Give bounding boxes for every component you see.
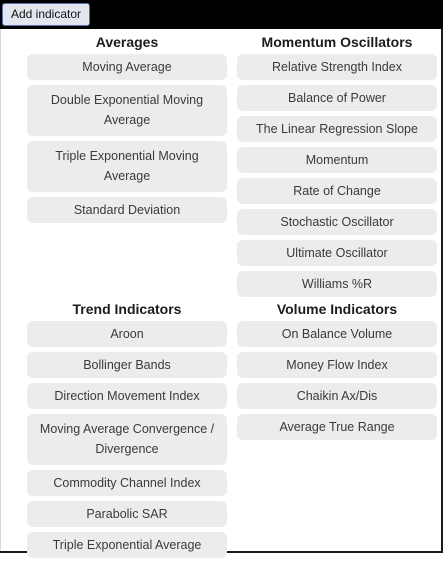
indicator-direction-movement-index[interactable]: Direction Movement Index	[27, 383, 227, 409]
indicator-aroon[interactable]: Aroon	[27, 321, 227, 347]
indicator-chaikin-ad[interactable]: Chaikin Ax/Dis	[237, 383, 437, 409]
indicator-rate-of-change[interactable]: Rate of Change	[237, 178, 437, 204]
indicator-parabolic-sar[interactable]: Parabolic SAR	[27, 501, 227, 527]
indicator-triple-exponential-moving-average[interactable]: Triple Exponential Moving Average	[27, 141, 227, 192]
indicator-bollinger-bands[interactable]: Bollinger Bands	[27, 352, 227, 378]
group-title-averages: Averages	[95, 34, 159, 50]
trend-indicators-group	[27, 300, 227, 563]
indicator-momentum[interactable]: Momentum	[237, 147, 437, 173]
group-title-volume-indicators: Volume Indicators	[276, 301, 398, 317]
indicator-stochastic-oscillator[interactable]: Stochastic Oscillator	[237, 209, 437, 235]
indicator-on-balance-volume[interactable]: On Balance Volume	[237, 321, 437, 347]
group-title-trend-indicators: Trend Indicators	[72, 301, 182, 317]
momentum-oscillators-group	[237, 33, 437, 302]
indicator-relative-strength-index[interactable]: Relative Strength Index	[237, 54, 437, 80]
indicator-williams-r[interactable]: Williams %R	[237, 271, 437, 297]
indicator-standard-deviation[interactable]: Standard Deviation	[27, 197, 227, 223]
panel-left-border	[0, 29, 1, 553]
indicator-macd[interactable]: Moving Average Convergence / Divergence	[27, 414, 227, 465]
averages-group	[27, 33, 227, 228]
indicator-average-true-range[interactable]: Average True Range	[237, 414, 437, 440]
volume-indicators-group	[237, 300, 437, 445]
indicator-ultimate-oscillator[interactable]: Ultimate Oscillator	[237, 240, 437, 266]
indicator-balance-of-power[interactable]: Balance of Power	[237, 85, 437, 111]
indicator-commodity-channel-index[interactable]: Commodity Channel Index	[27, 470, 227, 496]
indicator-moving-average[interactable]: Moving Average	[27, 54, 227, 80]
indicator-linear-regression-slope[interactable]: The Linear Regression Slope	[237, 116, 437, 142]
indicator-money-flow-index[interactable]: Money Flow Index	[237, 352, 437, 378]
group-title-momentum-oscillators: Momentum Oscillators	[261, 34, 413, 50]
add-indicator-button[interactable]: Add indicator	[2, 3, 90, 26]
indicator-triple-exponential-average[interactable]: Triple Exponential Average	[27, 532, 227, 558]
indicator-double-exponential-moving-average[interactable]: Double Exponential Moving Average	[27, 85, 227, 136]
